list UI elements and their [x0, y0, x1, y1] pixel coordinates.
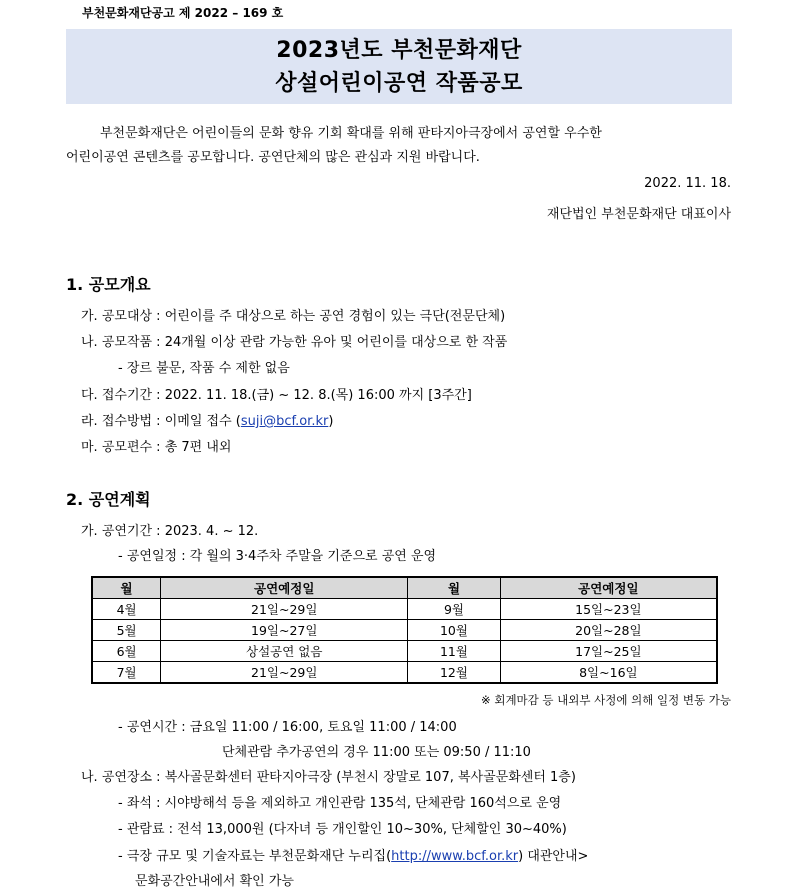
intro-paragraph — [66, 122, 732, 170]
table-row — [92, 641, 717, 662]
announcement-date: 2022. 11. 18. — [644, 176, 731, 191]
section1-item-works: 나. 공모작품 : 24개월 이상 관람 가능한 유아 및 어린이를 대상으로 한 작품 — [81, 335, 508, 350]
section1-item-period: 다. 접수기간 : 2022. 11. 18.(금) ~ 12. 8.(목) 16:00 까지 [3주간] — [81, 388, 472, 403]
performance-time-group: 단체관람 추가공연의 경우 11:00 또는 09:50 / 11:10 — [222, 745, 531, 760]
performance-time: - 공연시간 : 금요일 11:00 / 16:00, 토요일 11:00 / 14:00 — [118, 720, 457, 735]
header-month-1: 월 — [92, 577, 161, 599]
table-cell: 8일~16일 — [500, 662, 717, 684]
intro-line2: 어린이공연 콘텐츠를 공모합니다. 공연단체의 많은 관심과 지원 바랍니다. — [66, 150, 480, 165]
section2-item-schedule: - 공연일정 : 각 월의 3·4주차 주말을 기준으로 공연 운영 — [118, 549, 437, 564]
page-title-line2: 상설어린이공연 작품공모 — [275, 71, 523, 96]
header-date-2: 공연예정일 — [500, 577, 717, 599]
table-cell: 7월 — [92, 662, 161, 684]
title-box — [66, 29, 732, 104]
table-cell: 20일~28일 — [500, 620, 717, 641]
table-row — [92, 620, 717, 641]
section1-item-works-sub: - 장르 불문, 작품 수 제한 없음 — [118, 361, 290, 376]
venue-fee: - 관람료 : 전석 13,000원 (다자녀 등 개인할인 10~30%, 단체할인 30~40%) — [118, 822, 567, 837]
email-link[interactable]: suji@bcf.or.kr — [240, 414, 329, 429]
method-prefix: 라. 접수방법 : 이메일 접수 ( — [81, 414, 241, 429]
table-cell: 11월 — [408, 641, 500, 662]
section1-item-method — [81, 410, 333, 429]
table-cell: 21일~29일 — [161, 662, 408, 684]
table-cell: 9월 — [408, 599, 500, 620]
table-cell: 19일~27일 — [161, 620, 408, 641]
website-link[interactable]: http://www.bcf.or.kr — [391, 849, 519, 864]
header-date-1: 공연예정일 — [161, 577, 408, 599]
table-cell: 15일~23일 — [500, 599, 717, 620]
venue-info-line2: 문화공간안내에서 확인 가능 — [135, 874, 294, 889]
venue-info-suffix: ) 대관안내> — [518, 849, 589, 864]
table-row — [92, 599, 717, 620]
table-cell: 5월 — [92, 620, 161, 641]
section1-item-count: 마. 공모편수 : 총 7편 내외 — [81, 440, 232, 455]
section2-heading: 2. 공연계획 — [66, 490, 151, 509]
table-cell: 4월 — [92, 599, 161, 620]
section1-heading: 1. 공모개요 — [66, 275, 151, 294]
venue-seats: - 좌석 : 시야방해석 등을 제외하고 개인관람 135석, 단체관람 160석으로 운영 — [118, 796, 562, 811]
notice-number: 부천문화재단공고 제 2022 – 169 호 — [82, 6, 284, 20]
issuer: 재단법인 부천문화재단 대표이사 — [546, 207, 731, 222]
venue-info — [118, 845, 588, 864]
table-cell: 21일~29일 — [161, 599, 408, 620]
header-month-2: 월 — [408, 577, 500, 599]
table-cell: 10월 — [408, 620, 500, 641]
section2-item-period: 가. 공연기간 : 2023. 4. ~ 12. — [81, 524, 259, 539]
schedule-remark: ※ 회계마감 등 내외부 사정에 의해 일정 변동 가능 — [481, 693, 731, 707]
table-cell: 17일~25일 — [500, 641, 717, 662]
venue-info-prefix: - 극장 규모 및 기술자료는 부천문화재단 누리집( — [118, 849, 392, 864]
table-cell: 6월 — [92, 641, 161, 662]
section1-item-target: 가. 공모대상 : 어린이를 주 대상으로 하는 공연 경험이 있는 극단(전문단체) — [81, 309, 506, 324]
method-suffix: ) — [328, 414, 334, 429]
section2-item-venue: 나. 공연장소 : 복사골문화센터 판타지아극장 (부천시 장말로 107, 복사골문화센터 1층) — [81, 770, 576, 785]
table-cell: 12월 — [408, 662, 500, 684]
table-row — [92, 662, 717, 684]
schedule-table — [91, 576, 718, 684]
intro-line1: 부천문화재단은 어린이들의 문화 향유 기회 확대를 위해 판타지아극장에서 공연할 우수한 — [100, 126, 602, 141]
table-cell: 상설공연 없음 — [161, 641, 408, 662]
page-title-line1: 2023년도 부천문화재단 — [276, 38, 522, 63]
table-header-row — [92, 577, 717, 599]
